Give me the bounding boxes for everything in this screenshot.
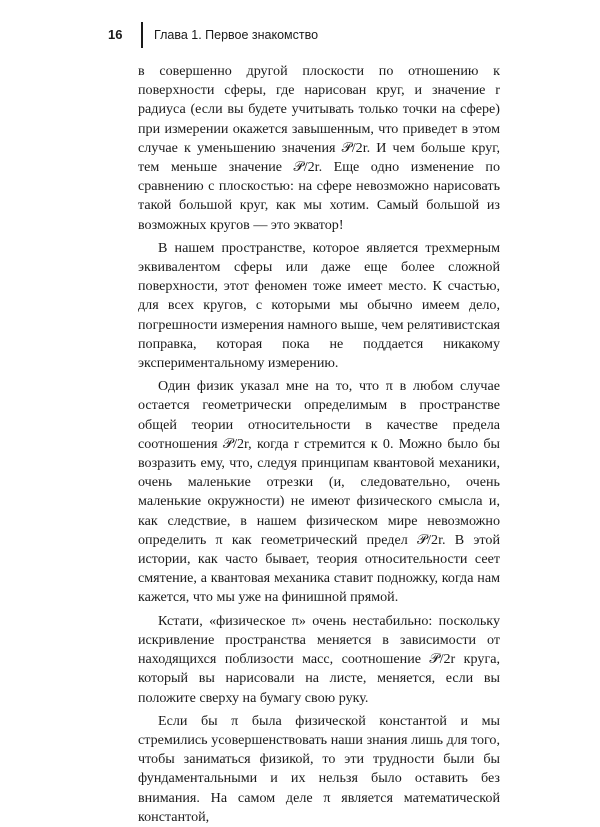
chapter-title: Глава 1. Первое знакомство bbox=[154, 28, 319, 42]
paragraph-3: Один физик указал мне на то, что π в любом случае остается геометрически определимым в пространстве общей теории относительности в качестве предела соотношения 𝒫/2r, когда r стремится к 0. Можно было бы возразить ему, что, следуя принципам квантовой механики, очень маленькие отрезки (и, следовательно, очень маленькие окружности) не имеют физического смысла и, как следствие, в нашем физическом мире невозможно определить π как геометрический предел 𝒫/2r. В этой истории, как часто бывает, теория относительности сеет смятение, а квантовая механика ставит подножку, когда нам кажется, что мы уже на финишной прямой. bbox=[138, 378, 500, 606]
paragraph-1: в совершенно другой плоскости по отношению к поверхности сферы, где нарисован круг, и значение r радиуса (если вы будете учитывать только точки на сфере) при измерении окажется завышенным, что приведет в этом случае к уменьшению значения 𝒫/2r. И чем больше круг, тем меньше значение 𝒫/2r. Еще одно изменение по сравнению с плоскостью: на сфере невозможно нарисовать такой большой круг, как мы хотим. Самый большой из возможных кругов — это экватор! bbox=[138, 63, 500, 233]
paragraph-4: Кстати, «физическое π» очень нестабильно: поскольку искривление пространства меняется в зависимости от находящихся поблизости масс, соотношение 𝒫/2r круга, который вы нарисовали на листе, меняется, если вы положите сверху на бумагу свою руку. bbox=[138, 612, 500, 706]
body-text bbox=[138, 62, 500, 827]
page-header bbox=[108, 22, 508, 48]
paragraph-5: Если бы π была физической константой и мы стремились усовершенствовать наши знания лишь для того, чтобы заниматься физикой, то эти трудности были бы фундаментальными и их нельзя было оставить без внимания. На самом деле π является математической константой, bbox=[138, 712, 500, 825]
header-divider bbox=[141, 22, 143, 48]
page-number: 16 bbox=[108, 27, 123, 42]
paragraph-2: В нашем пространстве, которое является трехмерным эквивалентом сферы или даже еще более сложной поверхности, этот феномен тоже имеет место. К счастью, для всех кругов, с которыми мы обычно имеем дело, погрешности измерения намного выше, чем релятивистская поправка, которая пока не поддается никакому экспериментальному измерению. bbox=[138, 239, 500, 372]
